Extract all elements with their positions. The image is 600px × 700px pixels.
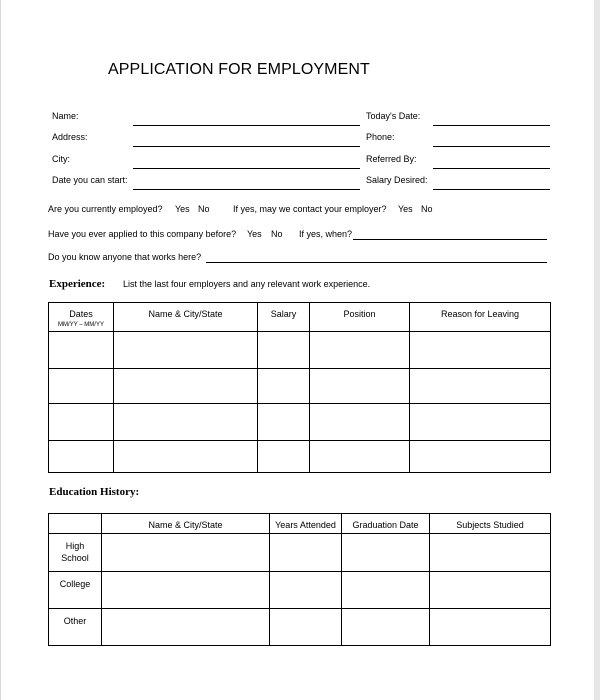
dates-header-label: Dates — [69, 309, 93, 319]
table-row — [49, 534, 551, 572]
other-row-label: Other — [49, 609, 102, 646]
table-cell[interactable] — [114, 404, 258, 441]
applied-yes-option[interactable]: Yes — [247, 229, 262, 239]
table-cell[interactable] — [410, 332, 551, 369]
table-row — [49, 369, 551, 404]
dates-column-header — [49, 303, 114, 332]
school-type-column-header — [49, 514, 102, 534]
high-school-row-label — [49, 534, 102, 572]
experience-note: List the last four employers and any relevant work experience. — [123, 279, 371, 289]
page-edge-shadow — [594, 0, 600, 700]
table-cell[interactable] — [102, 609, 270, 646]
high-school-label-line1: High — [65, 541, 85, 551]
name-field[interactable] — [133, 125, 360, 126]
table-cell[interactable] — [430, 534, 551, 572]
phone-field[interactable] — [433, 146, 550, 147]
address-label: Address: — [52, 132, 88, 142]
form-title: APPLICATION FOR EMPLOYMENT — [108, 61, 370, 78]
table-cell[interactable] — [270, 534, 342, 572]
graduation-date-column-header: Graduation Date — [342, 514, 430, 534]
experience-table — [48, 302, 551, 473]
table-cell[interactable] — [430, 572, 551, 609]
contact-no-option[interactable]: No — [421, 204, 433, 214]
table-cell[interactable] — [102, 534, 270, 572]
table-cell[interactable] — [258, 369, 310, 404]
contact-yes-option[interactable]: Yes — [398, 204, 413, 214]
table-cell[interactable] — [49, 332, 114, 369]
reason-column-header: Reason for Leaving — [410, 303, 551, 332]
table-cell[interactable] — [258, 441, 310, 473]
table-cell[interactable] — [49, 441, 114, 473]
college-row-label: College — [49, 572, 102, 609]
experience-header-row — [49, 303, 551, 332]
table-row — [49, 441, 551, 473]
applied-no-option[interactable]: No — [271, 229, 283, 239]
experience-heading: Experience: — [49, 278, 106, 290]
table-cell[interactable] — [270, 572, 342, 609]
employed-no-option[interactable]: No — [198, 204, 210, 214]
table-cell[interactable] — [430, 609, 551, 646]
table-cell[interactable] — [342, 534, 430, 572]
table-cell[interactable] — [342, 609, 430, 646]
salary-desired-field[interactable] — [433, 189, 550, 190]
table-row — [49, 404, 551, 441]
applied-when-field[interactable] — [353, 239, 547, 240]
table-cell[interactable] — [310, 332, 410, 369]
table-row — [49, 572, 551, 609]
city-field[interactable] — [133, 168, 360, 169]
page-left-edge — [0, 0, 1, 700]
know-anyone-question: Do you know anyone that works here? — [48, 252, 202, 262]
position-column-header: Position — [310, 303, 410, 332]
education-header-row — [49, 514, 551, 534]
dates-format-hint: MM/YY – MM/YY — [58, 322, 104, 328]
currently-employed-question: Are you currently employed? — [48, 204, 163, 214]
employer-name-column-header: Name & City/State — [114, 303, 258, 332]
table-cell[interactable] — [342, 572, 430, 609]
start-date-field[interactable] — [133, 189, 360, 190]
table-cell[interactable] — [410, 441, 551, 473]
table-cell[interactable] — [114, 441, 258, 473]
table-cell[interactable] — [310, 369, 410, 404]
education-heading: Education History: — [49, 486, 140, 498]
name-label: Name: — [52, 111, 79, 121]
table-cell[interactable] — [49, 369, 114, 404]
table-row — [49, 332, 551, 369]
salary-desired-label: Salary Desired: — [366, 175, 428, 185]
applied-when-label: If yes, when? — [299, 229, 353, 239]
subjects-studied-column-header: Subjects Studied — [430, 514, 551, 534]
start-date-label: Date you can start: — [52, 175, 128, 185]
table-cell[interactable] — [114, 369, 258, 404]
years-attended-column-header: Years Attended — [270, 514, 342, 534]
school-name-column-header: Name & City/State — [102, 514, 270, 534]
table-cell[interactable] — [270, 609, 342, 646]
table-cell[interactable] — [310, 441, 410, 473]
table-cell[interactable] — [410, 369, 551, 404]
table-cell[interactable] — [258, 332, 310, 369]
todays-date-field[interactable] — [433, 125, 550, 126]
table-cell[interactable] — [410, 404, 551, 441]
todays-date-label: Today's Date: — [366, 111, 421, 121]
city-label: City: — [52, 154, 70, 164]
education-table — [48, 513, 551, 646]
table-cell[interactable] — [258, 404, 310, 441]
contact-employer-question: If yes, may we contact your employer? — [233, 204, 387, 214]
referred-by-label: Referred By: — [366, 154, 417, 164]
employed-yes-option[interactable]: Yes — [175, 204, 190, 214]
referred-by-field[interactable] — [433, 168, 550, 169]
table-cell[interactable] — [310, 404, 410, 441]
table-row — [49, 609, 551, 646]
applied-before-question: Have you ever applied to this company before? — [48, 229, 237, 239]
salary-column-header: Salary — [258, 303, 310, 332]
table-cell[interactable] — [102, 572, 270, 609]
high-school-label-line2: School — [61, 553, 89, 563]
table-cell[interactable] — [49, 404, 114, 441]
phone-label: Phone: — [366, 132, 395, 142]
table-cell[interactable] — [114, 332, 258, 369]
address-field[interactable] — [133, 146, 360, 147]
know-anyone-field[interactable] — [206, 262, 547, 263]
